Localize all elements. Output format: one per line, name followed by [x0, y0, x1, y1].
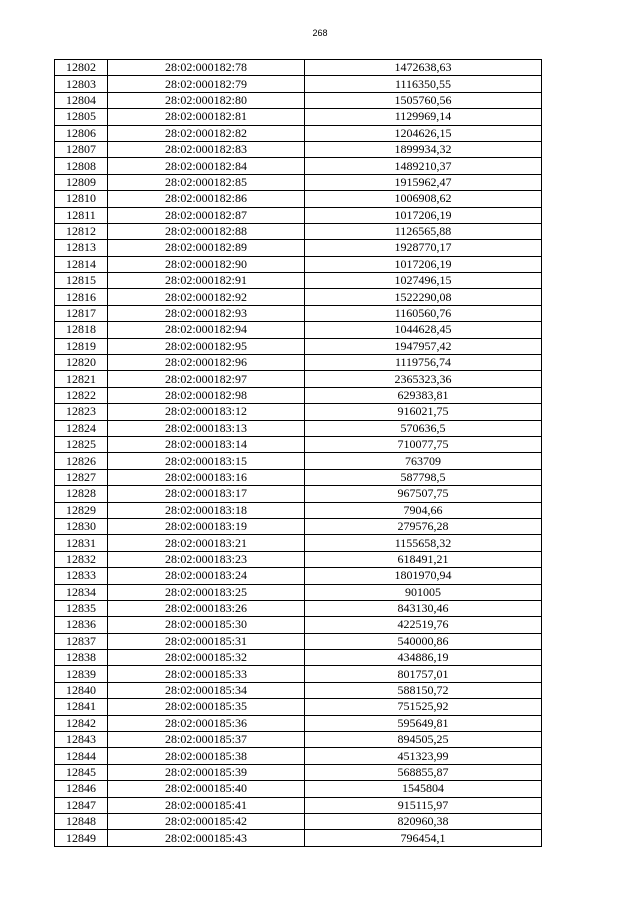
value-cell: 751525,92	[305, 699, 542, 715]
table-row	[55, 207, 542, 223]
value-cell: 1116350,55	[305, 76, 542, 92]
value-cell: 1505760,56	[305, 92, 542, 108]
cadastral-number-cell: 28:02:000183:26	[108, 600, 305, 616]
cadastral-number-cell: 28:02:000182:79	[108, 76, 305, 92]
table-row	[55, 650, 542, 666]
row-number-cell: 12847	[55, 797, 108, 813]
row-number-cell: 12844	[55, 748, 108, 764]
row-number-cell: 12841	[55, 699, 108, 715]
cadastral-number-cell: 28:02:000182:85	[108, 174, 305, 190]
value-cell: 1899934,32	[305, 141, 542, 157]
cadastral-number-cell: 28:02:000182:83	[108, 141, 305, 157]
cadastral-number-cell: 28:02:000185:36	[108, 715, 305, 731]
table-row	[55, 256, 542, 272]
table-row	[55, 420, 542, 436]
cadastral-number-cell: 28:02:000183:21	[108, 535, 305, 551]
row-number-cell: 12837	[55, 633, 108, 649]
row-number-cell: 12810	[55, 191, 108, 207]
table-row	[55, 764, 542, 780]
cadastral-number-cell: 28:02:000185:38	[108, 748, 305, 764]
row-number-cell: 12829	[55, 502, 108, 518]
row-number-cell: 12822	[55, 387, 108, 403]
cadastral-number-cell: 28:02:000182:84	[108, 158, 305, 174]
cadastral-number-cell: 28:02:000182:90	[108, 256, 305, 272]
row-number-cell: 12842	[55, 715, 108, 731]
value-cell: 1129969,14	[305, 109, 542, 125]
value-cell: 1545804	[305, 781, 542, 797]
value-cell: 451323,99	[305, 748, 542, 764]
table-row	[55, 371, 542, 387]
value-cell: 588150,72	[305, 682, 542, 698]
cadastral-number-cell: 28:02:000182:92	[108, 289, 305, 305]
table-row	[55, 633, 542, 649]
page-number: 268	[312, 28, 328, 38]
row-number-cell: 12836	[55, 617, 108, 633]
table-row	[55, 584, 542, 600]
value-cell: 843130,46	[305, 600, 542, 616]
row-number-cell: 12813	[55, 240, 108, 256]
table-row	[55, 748, 542, 764]
cadastral-number-cell: 28:02:000182:95	[108, 338, 305, 354]
row-number-cell: 12840	[55, 682, 108, 698]
table-row	[55, 502, 542, 518]
value-cell: 1915962,47	[305, 174, 542, 190]
cadastral-number-cell: 28:02:000183:18	[108, 502, 305, 518]
cadastral-number-cell: 28:02:000185:34	[108, 682, 305, 698]
cadastral-number-cell: 28:02:000182:81	[108, 109, 305, 125]
row-number-cell: 12821	[55, 371, 108, 387]
row-number-cell: 12830	[55, 518, 108, 534]
table-row	[55, 682, 542, 698]
table-row	[55, 781, 542, 797]
row-number-cell: 12805	[55, 109, 108, 125]
cadastral-number-cell: 28:02:000183:19	[108, 518, 305, 534]
table-row	[55, 322, 542, 338]
table-row	[55, 387, 542, 403]
table-row	[55, 223, 542, 239]
cadastral-number-cell: 28:02:000182:93	[108, 305, 305, 321]
cadastral-number-cell: 28:02:000182:98	[108, 387, 305, 403]
row-number-cell: 12817	[55, 305, 108, 321]
cadastral-number-cell: 28:02:000182:91	[108, 273, 305, 289]
row-number-cell: 12816	[55, 289, 108, 305]
table-row	[55, 699, 542, 715]
row-number-cell: 12845	[55, 764, 108, 780]
value-cell: 1204626,15	[305, 125, 542, 141]
value-cell: 570636,5	[305, 420, 542, 436]
table-row	[55, 453, 542, 469]
table-row	[55, 666, 542, 682]
row-number-cell: 12806	[55, 125, 108, 141]
value-cell: 820960,38	[305, 813, 542, 829]
value-cell: 916021,75	[305, 404, 542, 420]
row-number-cell: 12820	[55, 355, 108, 371]
value-cell: 1044628,45	[305, 322, 542, 338]
row-number-cell: 12819	[55, 338, 108, 354]
row-number-cell: 12809	[55, 174, 108, 190]
table-row	[55, 305, 542, 321]
value-cell: 796454,1	[305, 830, 542, 846]
cadastral-number-cell: 28:02:000183:14	[108, 436, 305, 452]
cadastral-number-cell: 28:02:000185:35	[108, 699, 305, 715]
row-number-cell: 12831	[55, 535, 108, 551]
cadastral-number-cell: 28:02:000183:12	[108, 404, 305, 420]
row-number-cell: 12815	[55, 273, 108, 289]
value-cell: 540000,86	[305, 633, 542, 649]
row-number-cell: 12811	[55, 207, 108, 223]
value-cell: 1472638,63	[305, 60, 542, 76]
row-number-cell: 12802	[55, 60, 108, 76]
row-number-cell: 12808	[55, 158, 108, 174]
value-cell: 629383,81	[305, 387, 542, 403]
value-cell: 422519,76	[305, 617, 542, 633]
value-cell: 1522290,08	[305, 289, 542, 305]
table-row	[55, 240, 542, 256]
value-cell: 1006908,62	[305, 191, 542, 207]
value-cell: 2365323,36	[305, 371, 542, 387]
cadastral-number-cell: 28:02:000185:37	[108, 732, 305, 748]
table-row	[55, 174, 542, 190]
table-row	[55, 551, 542, 567]
row-number-cell: 12839	[55, 666, 108, 682]
table-row	[55, 141, 542, 157]
table-row	[55, 92, 542, 108]
value-cell: 1947957,42	[305, 338, 542, 354]
value-cell: 1119756,74	[305, 355, 542, 371]
cadastral-number-cell: 28:02:000183:13	[108, 420, 305, 436]
value-cell: 1017206,19	[305, 207, 542, 223]
table-row	[55, 436, 542, 452]
cadastral-number-cell: 28:02:000182:80	[108, 92, 305, 108]
cadastral-number-cell: 28:02:000183:17	[108, 486, 305, 502]
cadastral-number-cell: 28:02:000182:82	[108, 125, 305, 141]
row-number-cell: 12826	[55, 453, 108, 469]
row-number-cell: 12803	[55, 76, 108, 92]
row-number-cell: 12832	[55, 551, 108, 567]
row-number-cell: 12846	[55, 781, 108, 797]
table-row	[55, 60, 542, 76]
value-cell: 967507,75	[305, 486, 542, 502]
cadastral-number-cell: 28:02:000183:24	[108, 568, 305, 584]
cadastral-number-cell: 28:02:000185:30	[108, 617, 305, 633]
table-row	[55, 535, 542, 551]
cadastral-number-cell: 28:02:000183:15	[108, 453, 305, 469]
row-number-cell: 12828	[55, 486, 108, 502]
row-number-cell: 12833	[55, 568, 108, 584]
value-cell: 901005	[305, 584, 542, 600]
value-cell: 710077,75	[305, 436, 542, 452]
row-number-cell: 12843	[55, 732, 108, 748]
table-row	[55, 617, 542, 633]
table-row	[55, 76, 542, 92]
row-number-cell: 12825	[55, 436, 108, 452]
row-number-cell: 12848	[55, 813, 108, 829]
cadastral-number-cell: 28:02:000185:32	[108, 650, 305, 666]
cadastral-number-cell: 28:02:000185:41	[108, 797, 305, 813]
table-row	[55, 813, 542, 829]
cadastral-number-cell: 28:02:000182:97	[108, 371, 305, 387]
row-number-cell: 12849	[55, 830, 108, 846]
row-number-cell: 12818	[55, 322, 108, 338]
row-number-cell: 12823	[55, 404, 108, 420]
cadastral-number-cell: 28:02:000185:39	[108, 764, 305, 780]
cadastral-number-cell: 28:02:000185:33	[108, 666, 305, 682]
table-row	[55, 338, 542, 354]
table-row	[55, 715, 542, 731]
table-row	[55, 830, 542, 846]
value-cell: 1155658,32	[305, 535, 542, 551]
value-cell: 801757,01	[305, 666, 542, 682]
table-row	[55, 568, 542, 584]
cadastral-number-cell: 28:02:000182:86	[108, 191, 305, 207]
cadastral-number-cell: 28:02:000185:31	[108, 633, 305, 649]
value-cell: 7904,66	[305, 502, 542, 518]
cadastral-number-cell: 28:02:000185:42	[108, 813, 305, 829]
value-cell: 568855,87	[305, 764, 542, 780]
value-cell: 894505,25	[305, 732, 542, 748]
table-row	[55, 355, 542, 371]
value-cell: 1489210,37	[305, 158, 542, 174]
row-number-cell: 12827	[55, 469, 108, 485]
value-cell: 1126565,88	[305, 223, 542, 239]
value-cell: 587798,5	[305, 469, 542, 485]
row-number-cell: 12804	[55, 92, 108, 108]
table-row	[55, 158, 542, 174]
row-number-cell: 12824	[55, 420, 108, 436]
row-number-cell: 12807	[55, 141, 108, 157]
row-number-cell: 12814	[55, 256, 108, 272]
value-cell: 1027496,15	[305, 273, 542, 289]
value-cell: 618491,21	[305, 551, 542, 567]
row-number-cell: 12812	[55, 223, 108, 239]
table-body	[55, 60, 542, 847]
cadastral-number-cell: 28:02:000183:23	[108, 551, 305, 567]
table-row	[55, 600, 542, 616]
cadastral-number-cell: 28:02:000182:89	[108, 240, 305, 256]
value-cell: 1801970,94	[305, 568, 542, 584]
cadastral-number-cell: 28:02:000182:96	[108, 355, 305, 371]
table-row	[55, 125, 542, 141]
row-number-cell: 12834	[55, 584, 108, 600]
value-cell: 595649,81	[305, 715, 542, 731]
value-cell: 1928770,17	[305, 240, 542, 256]
table-row	[55, 109, 542, 125]
cadastral-number-cell: 28:02:000185:40	[108, 781, 305, 797]
table-row	[55, 518, 542, 534]
cadastral-value-table	[54, 59, 542, 847]
value-cell: 763709	[305, 453, 542, 469]
cadastral-number-cell: 28:02:000182:78	[108, 60, 305, 76]
value-cell: 1017206,19	[305, 256, 542, 272]
value-cell: 279576,28	[305, 518, 542, 534]
table-row	[55, 191, 542, 207]
table-row	[55, 273, 542, 289]
table-row	[55, 797, 542, 813]
table-row	[55, 469, 542, 485]
cadastral-number-cell: 28:02:000183:25	[108, 584, 305, 600]
cadastral-number-cell: 28:02:000185:43	[108, 830, 305, 846]
table-row	[55, 404, 542, 420]
table-row	[55, 732, 542, 748]
value-cell: 915115,97	[305, 797, 542, 813]
cadastral-number-cell: 28:02:000182:88	[108, 223, 305, 239]
table-row	[55, 486, 542, 502]
cadastral-number-cell: 28:02:000183:16	[108, 469, 305, 485]
row-number-cell: 12838	[55, 650, 108, 666]
cadastral-number-cell: 28:02:000182:94	[108, 322, 305, 338]
value-cell: 434886,19	[305, 650, 542, 666]
cadastral-number-cell: 28:02:000182:87	[108, 207, 305, 223]
value-cell: 1160560,76	[305, 305, 542, 321]
table-row	[55, 289, 542, 305]
row-number-cell: 12835	[55, 600, 108, 616]
